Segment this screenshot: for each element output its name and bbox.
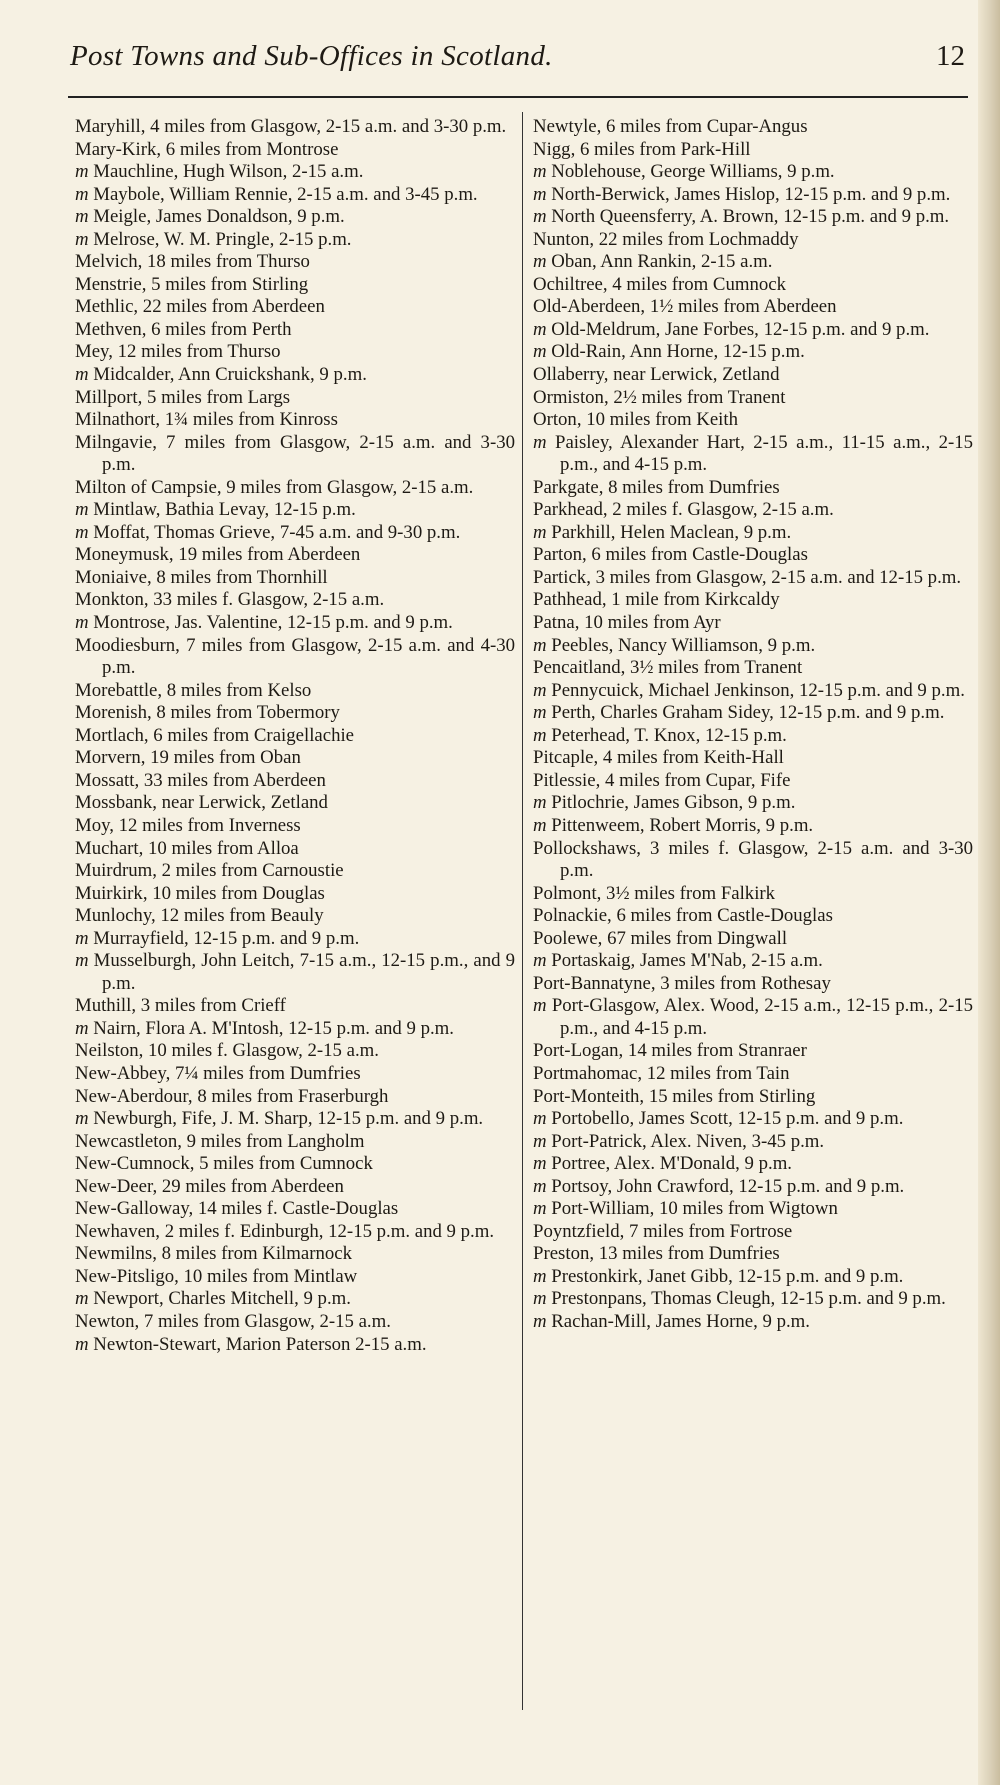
- entry-text: Port-Monteith, 15 miles from Stirling: [533, 1085, 816, 1107]
- entry-text: Parkhill, Helen Maclean, 9 p.m.: [551, 521, 792, 543]
- directory-entry: [75, 116, 515, 139]
- entry-text: Moneymusk, 19 miles from Aberdeen: [75, 544, 361, 566]
- directory-entry: [75, 815, 515, 838]
- entry-text: Partick, 3 miles from Glasgow, 2-15 a.m. and 12-15 p.m.: [533, 566, 962, 588]
- directory-entry: [75, 635, 515, 680]
- entry-text: Port-Patrick, Alex. Niven, 3-45 p.m.: [551, 1130, 825, 1152]
- entry-text: Polnackie, 6 miles from Castle-Douglas: [533, 905, 833, 927]
- entry-text: Patna, 10 miles from Ayr: [533, 612, 721, 634]
- entry-text: Pitcaple, 4 miles from Keith-Hall: [533, 747, 784, 769]
- entry-text: Pennycuick, Michael Jenkinson, 12-15 p.m. and 9 p.m.: [551, 679, 965, 701]
- entry-text: Pitlochrie, James Gibson, 9 p.m.: [551, 792, 796, 814]
- entry-text: Morenish, 8 miles from Tobermory: [75, 702, 340, 724]
- directory-entry: [533, 544, 973, 567]
- directory-entry: [533, 499, 973, 522]
- directory-entry: [75, 319, 515, 342]
- entry-text: Moodiesburn, 7 miles from Glasgow, 2-15 a.m. and 4-30 p.m.: [75, 634, 515, 679]
- entry-text: Newton-Stewart, Marion Paterson 2-15 a.m.: [93, 1333, 427, 1355]
- entry-text: Parton, 6 miles from Castle-Douglas: [533, 544, 808, 566]
- header-rule: [68, 96, 968, 98]
- entry-text: Newtyle, 6 miles from Cupar-Angus: [533, 116, 808, 137]
- directory-entry: [533, 1311, 973, 1334]
- money-order-marker: m: [75, 499, 94, 521]
- directory-entry: [533, 612, 973, 635]
- entry-text: Milton of Campsie, 9 miles from Glasgow, 2-15 a.m.: [75, 476, 474, 498]
- money-order-marker: m: [533, 679, 552, 701]
- directory-entry: [533, 1040, 973, 1063]
- money-order-marker: m: [533, 702, 552, 724]
- directory-entry: [533, 995, 973, 1040]
- entry-text: Meigle, James Donaldson, 9 p.m.: [93, 206, 345, 228]
- entry-text: Polmont, 3½ miles from Falkirk: [533, 882, 776, 904]
- directory-entry: [75, 477, 515, 500]
- entry-text: Muirdrum, 2 miles from Carnoustie: [75, 860, 344, 882]
- directory-entry: [533, 657, 973, 680]
- directory-entry: [75, 725, 515, 748]
- entry-text: Morvern, 19 miles from Oban: [75, 747, 301, 769]
- directory-entry: [533, 139, 973, 162]
- directory-entry: [533, 229, 973, 252]
- directory-entry: [533, 364, 973, 387]
- entry-text: Orton, 10 miles from Keith: [533, 409, 738, 431]
- directory-entry: [75, 589, 515, 612]
- directory-entry: [533, 973, 973, 996]
- directory-entry: [75, 1288, 515, 1311]
- directory-entry: [75, 206, 515, 229]
- entry-text: Prestonpans, Thomas Cleugh, 12-15 p.m. and 9 p.m.: [551, 1288, 946, 1310]
- entry-text: Newhaven, 2 miles f. Edinburgh, 12-15 p.m. and 9 p.m.: [75, 1220, 495, 1242]
- entry-text: Poyntzfield, 7 miles from Fortrose: [533, 1220, 793, 1242]
- money-order-marker: m: [75, 612, 94, 634]
- directory-entry: [533, 725, 973, 748]
- money-order-marker: m: [533, 431, 555, 453]
- directory-entry: [533, 1131, 973, 1154]
- entry-text: Parkgate, 8 miles from Dumfries: [533, 476, 780, 498]
- directory-entry: [533, 567, 973, 590]
- directory-entry: [75, 792, 515, 815]
- directory-entry: [533, 589, 973, 612]
- directory-entry: [533, 1086, 973, 1109]
- money-order-marker: m: [533, 1310, 552, 1332]
- entry-text: Millport, 5 miles from Largs: [75, 386, 291, 408]
- directory-entry: [75, 1040, 515, 1063]
- directory-entry: [75, 387, 515, 410]
- directory-entry: [533, 274, 973, 297]
- directory-entry: [75, 770, 515, 793]
- directory-entry: [75, 567, 515, 590]
- money-order-marker: m: [533, 521, 552, 543]
- entry-text: Mey, 12 miles from Thurso: [75, 341, 281, 363]
- directory-entry: [75, 1063, 515, 1086]
- money-order-marker: m: [533, 634, 552, 656]
- directory-entry: [533, 1153, 973, 1176]
- directory-entry: [533, 635, 973, 658]
- entry-text: New-Aberdour, 8 miles from Fraserburgh: [75, 1085, 389, 1107]
- directory-entry: [533, 432, 973, 477]
- directory-entry: [533, 905, 973, 928]
- entry-text: Portobello, James Scott, 12-15 p.m. and 9 p.m.: [551, 1108, 904, 1130]
- money-order-marker: m: [75, 364, 94, 386]
- directory-entry: [75, 928, 515, 951]
- directory-entry: [75, 1153, 515, 1176]
- money-order-marker: m: [533, 814, 552, 836]
- entry-text: Mossatt, 33 miles from Aberdeen: [75, 769, 326, 791]
- directory-entry: [75, 139, 515, 162]
- money-order-marker: m: [533, 724, 552, 746]
- entry-text: Nunton, 22 miles from Lochmaddy: [533, 228, 799, 250]
- directory-entry: [75, 229, 515, 252]
- entry-text: Portsoy, John Crawford, 12-15 p.m. and 9 p.m.: [551, 1175, 905, 1197]
- money-order-marker: m: [75, 183, 94, 205]
- entry-text: Prestonkirk, Janet Gibb, 12-15 p.m. and 9 p.m.: [551, 1265, 904, 1287]
- entry-text: Peterhead, T. Knox, 12-15 p.m.: [551, 724, 787, 746]
- directory-entry: [533, 838, 973, 883]
- entry-text: Munlochy, 12 miles from Beauly: [75, 905, 324, 927]
- directory-entry: [75, 1176, 515, 1199]
- directory-entry: [533, 928, 973, 951]
- directory-entry: [533, 792, 973, 815]
- entry-text: Maryhill, 4 miles from Glasgow, 2-15 a.m. and 3-30 p.m.: [75, 116, 507, 137]
- money-order-marker: m: [533, 341, 552, 363]
- money-order-marker: m: [75, 228, 94, 250]
- entry-text: Pathhead, 1 mile from Kirkcaldy: [533, 589, 780, 611]
- directory-entry: [75, 522, 515, 545]
- entry-text: New-Deer, 29 miles from Aberdeen: [75, 1175, 344, 1197]
- directory-entry: [533, 1243, 973, 1266]
- directory-entry: [75, 364, 515, 387]
- directory-entry: [75, 1018, 515, 1041]
- entry-text: Murrayfield, 12-15 p.m. and 9 p.m.: [93, 927, 360, 949]
- column-divider: [522, 112, 523, 1710]
- entry-text: Monkton, 33 miles f. Glasgow, 2-15 a.m.: [75, 589, 385, 611]
- money-order-marker: m: [75, 1108, 94, 1130]
- directory-entry: [75, 680, 515, 703]
- directory-entry: [533, 950, 973, 973]
- directory-entry: [533, 1063, 973, 1086]
- entry-text: Midcalder, Ann Cruickshank, 9 p.m.: [93, 364, 367, 386]
- entry-text: Melrose, W. M. Pringle, 2-15 p.m.: [93, 228, 352, 250]
- directory-entry: [533, 883, 973, 906]
- directory-entry: [533, 522, 973, 545]
- entry-text: Newton, 7 miles from Glasgow, 2-15 a.m.: [75, 1310, 391, 1332]
- entry-text: Portmahomac, 12 miles from Tain: [533, 1062, 790, 1084]
- entry-text: Moffat, Thomas Grieve, 7-45 a.m. and 9-30 p.m.: [93, 521, 461, 543]
- entry-text: Nigg, 6 miles from Park-Hill: [533, 138, 751, 160]
- directory-entry: [75, 950, 515, 995]
- page-header: [70, 40, 965, 80]
- entry-text: North Queensferry, A. Brown, 12-15 p.m. and 9 p.m.: [551, 206, 950, 228]
- directory-entry: [533, 1176, 973, 1199]
- entry-text: Port-William, 10 miles from Wigtown: [551, 1198, 838, 1220]
- money-order-marker: m: [533, 206, 552, 228]
- money-order-marker: m: [75, 1017, 94, 1039]
- money-order-marker: m: [533, 1153, 552, 1175]
- entry-text: Oban, Ann Rankin, 2-15 a.m.: [551, 251, 773, 273]
- directory-entry: [533, 477, 973, 500]
- entry-text: Mauchline, Hugh Wilson, 2-15 a.m.: [93, 161, 364, 183]
- directory-entry: [75, 838, 515, 861]
- entry-text: Ochiltree, 4 miles from Cumnock: [533, 273, 786, 295]
- entry-text: New-Cumnock, 5 miles from Cumnock: [75, 1153, 373, 1175]
- entry-text: Portaskaig, James M'Nab, 2-15 a.m.: [551, 950, 823, 972]
- entry-text: Newmilns, 8 miles from Kilmarnock: [75, 1243, 352, 1265]
- directory-entry: [75, 883, 515, 906]
- entry-text: Muthill, 3 miles from Crieff: [75, 995, 286, 1017]
- directory-entry: [533, 1266, 973, 1289]
- directory-entry: [533, 206, 973, 229]
- running-head: Post Towns and Sub-Offices in Scotland.: [70, 40, 553, 72]
- directory-entry: [75, 1086, 515, 1109]
- directory-entry: [75, 1311, 515, 1334]
- directory-entry: [75, 1131, 515, 1154]
- entry-text: Pencaitland, 3½ miles from Tranent: [533, 657, 803, 679]
- entry-text: Port-Logan, 14 miles from Stranraer: [533, 1040, 807, 1062]
- entry-text: Portree, Alex. M'Donald, 9 p.m.: [551, 1153, 792, 1175]
- directory-entry: [75, 341, 515, 364]
- entry-text: Newport, Charles Mitchell, 9 p.m.: [93, 1288, 351, 1310]
- entry-text: Mary-Kirk, 6 miles from Montrose: [75, 138, 339, 160]
- entry-text: New-Abbey, 7¼ miles from Dumfries: [75, 1062, 361, 1084]
- directory-entry: [75, 1243, 515, 1266]
- money-order-marker: m: [533, 1175, 552, 1197]
- directory-entry: [75, 184, 515, 207]
- entry-text: Old-Rain, Ann Horne, 12-15 p.m.: [551, 341, 805, 363]
- entry-text: North-Berwick, James Hislop, 12-15 p.m. and 9 p.m.: [551, 183, 951, 205]
- directory-entry: [533, 702, 973, 725]
- money-order-marker: m: [533, 995, 552, 1017]
- entry-text: Preston, 13 miles from Dumfries: [533, 1243, 780, 1265]
- entry-text: Mortlach, 6 miles from Craigellachie: [75, 724, 355, 746]
- directory-entry: [533, 184, 973, 207]
- entry-text: New-Galloway, 14 miles f. Castle-Douglas: [75, 1198, 399, 1220]
- directory-entry: [533, 319, 973, 342]
- money-order-marker: m: [533, 183, 552, 205]
- directory-entry: [533, 770, 973, 793]
- directory-entry: [75, 1108, 515, 1131]
- entry-text: Muirkirk, 10 miles from Douglas: [75, 882, 325, 904]
- money-order-marker: m: [75, 927, 94, 949]
- entry-text: Port-Bannatyne, 3 miles from Rothesay: [533, 972, 831, 994]
- entry-text: New-Pitsligo, 10 miles from Mintlaw: [75, 1265, 358, 1287]
- entry-text: Peebles, Nancy Williamson, 9 p.m.: [551, 634, 816, 656]
- directory-entry: [533, 341, 973, 364]
- entry-text: Mossbank, near Lerwick, Zetland: [75, 792, 328, 814]
- directory-entry: [75, 905, 515, 928]
- directory-entry: [75, 702, 515, 725]
- money-order-marker: m: [75, 1333, 94, 1355]
- directory-entry: [75, 274, 515, 297]
- page-edge: [978, 0, 1000, 1785]
- money-order-marker: m: [533, 950, 552, 972]
- entry-text: Paisley, Alexander Hart, 2-15 a.m., 11-15 a.m., 2-15 p.m., and 4-15 p.m.: [555, 431, 974, 476]
- money-order-marker: m: [75, 521, 94, 543]
- entry-text: Menstrie, 5 miles from Stirling: [75, 273, 309, 295]
- entry-text: Moniaive, 8 miles from Thornhill: [75, 566, 328, 588]
- entry-text: Methven, 6 miles from Perth: [75, 318, 292, 340]
- money-order-marker: m: [533, 161, 552, 183]
- directory-entry: [533, 1108, 973, 1131]
- directory-entry: [533, 1198, 973, 1221]
- directory-entry: [75, 1221, 515, 1244]
- entry-text: Pollockshaws, 3 miles f. Glasgow, 2-15 a.m. and 3-30 p.m.: [533, 837, 973, 882]
- directory-entry: [75, 251, 515, 274]
- entry-text: Musselburgh, John Leitch, 7-15 a.m., 12-15 p.m., and 9 p.m.: [93, 950, 515, 994]
- directory-entry: [533, 1288, 973, 1311]
- directory-entry: [533, 747, 973, 770]
- directory-entry: [75, 860, 515, 883]
- entry-text: Maybole, William Rennie, 2-15 a.m. and 3-45 p.m.: [93, 183, 478, 205]
- money-order-marker: m: [533, 1108, 552, 1130]
- money-order-marker: m: [533, 792, 552, 814]
- directory-entry: [75, 1266, 515, 1289]
- money-order-marker: m: [75, 206, 94, 228]
- entry-text: Rachan-Mill, James Horne, 9 p.m.: [551, 1310, 810, 1332]
- entry-text: Ollaberry, near Lerwick, Zetland: [533, 364, 780, 386]
- directory-entry: [75, 296, 515, 319]
- directory-entry: [533, 815, 973, 838]
- entry-text: Methlic, 22 miles from Aberdeen: [75, 296, 325, 318]
- money-order-marker: m: [533, 1130, 552, 1152]
- directory-entry: [75, 612, 515, 635]
- entry-text: Morebattle, 8 miles from Kelso: [75, 679, 312, 701]
- money-order-marker: m: [533, 1288, 552, 1310]
- entry-text: Mintlaw, Bathia Levay, 12-15 p.m.: [93, 499, 356, 521]
- money-order-marker: m: [75, 950, 94, 972]
- directory-entry: [75, 161, 515, 184]
- directory-entry: [75, 499, 515, 522]
- entry-text: Pittenweem, Robert Morris, 9 p.m.: [551, 814, 814, 836]
- entry-text: Muchart, 10 miles from Alloa: [75, 837, 299, 859]
- entry-text: Parkhead, 2 miles f. Glasgow, 2-15 a.m.: [533, 499, 834, 521]
- entry-text: Perth, Charles Graham Sidey, 12-15 p.m. and 9 p.m.: [551, 702, 945, 724]
- entry-text: Newburgh, Fife, J. M. Sharp, 12-15 p.m. and 9 p.m.: [93, 1108, 484, 1130]
- entry-text: Montrose, Jas. Valentine, 12-15 p.m. and 9 p.m.: [93, 612, 453, 634]
- directory-entry: [533, 116, 973, 139]
- entry-text: Newcastleton, 9 miles from Langholm: [75, 1130, 365, 1152]
- entry-text: Port-Glasgow, Alex. Wood, 2-15 a.m., 12-15 p.m., 2-15 p.m., and 4-15 p.m.: [551, 995, 973, 1039]
- entry-text: Neilston, 10 miles f. Glasgow, 2-15 a.m.: [75, 1040, 379, 1062]
- directory-entry: [75, 747, 515, 770]
- directory-entry: [533, 387, 973, 410]
- directory-entry: [75, 544, 515, 567]
- money-order-marker: m: [533, 1198, 552, 1220]
- entry-text: Moy, 12 miles from Inverness: [75, 814, 301, 836]
- money-order-marker: m: [75, 1288, 94, 1310]
- directory-entry: [533, 409, 973, 432]
- money-order-marker: m: [75, 161, 94, 183]
- directory-entry: [533, 680, 973, 703]
- entry-text: Nairn, Flora A. M'Intosh, 12-15 p.m. and 9 p.m.: [93, 1017, 454, 1039]
- money-order-marker: m: [533, 251, 552, 273]
- money-order-marker: m: [533, 1265, 552, 1287]
- right-column: [533, 116, 973, 1334]
- entry-text: Poolewe, 67 miles from Dingwall: [533, 927, 788, 949]
- left-column: [75, 116, 515, 1356]
- money-order-marker: m: [533, 318, 552, 340]
- directory-entry: [75, 432, 515, 477]
- entry-text: Pitlessie, 4 miles from Cupar, Fife: [533, 769, 791, 791]
- directory-entry: [533, 161, 973, 184]
- entry-text: Melvich, 18 miles from Thurso: [75, 251, 310, 273]
- entry-text: Old-Aberdeen, 1½ miles from Aberdeen: [533, 296, 837, 318]
- directory-entry: [75, 1334, 515, 1357]
- directory-entry: [533, 251, 973, 274]
- entry-text: Milngavie, 7 miles from Glasgow, 2-15 a.m. and 3-30 p.m.: [75, 431, 515, 476]
- entry-text: Old-Meldrum, Jane Forbes, 12-15 p.m. and 9 p.m.: [551, 318, 930, 340]
- directory-entry: [75, 409, 515, 432]
- entry-text: Milnathort, 1¾ miles from Kinross: [75, 409, 338, 431]
- entry-text: Ormiston, 2½ miles from Tranent: [533, 386, 786, 408]
- page-number: 12: [936, 40, 965, 72]
- directory-entry: [533, 1221, 973, 1244]
- directory-entry: [75, 995, 515, 1018]
- directory-entry: [533, 296, 973, 319]
- entry-text: Noblehouse, George Williams, 9 p.m.: [551, 161, 835, 183]
- directory-entry: [75, 1198, 515, 1221]
